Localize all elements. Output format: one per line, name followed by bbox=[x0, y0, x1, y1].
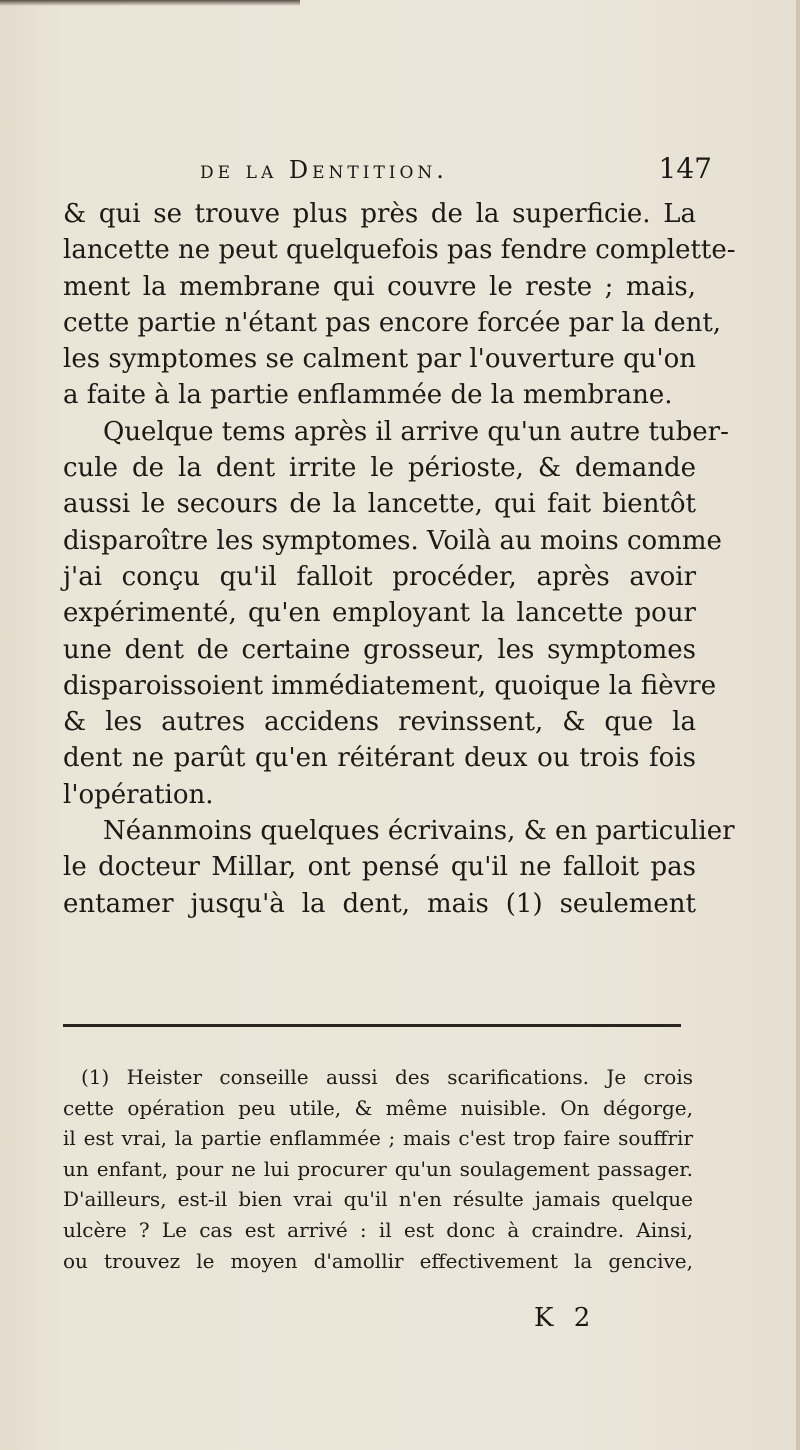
footnote-line: (1) Heister conseille aussi des scarifications. Je crois bbox=[81, 1065, 693, 1089]
text-line: aussi le secours de la lancette, qui fait bientôt bbox=[63, 489, 696, 520]
page-number: 147 bbox=[658, 152, 712, 185]
footnote-line: ou trouvez le moyen d'amollir effectivement la gencive, bbox=[63, 1248, 693, 1273]
text-line: Néanmoins quelques écrivains, & en particulier bbox=[103, 816, 735, 847]
footnote-line: il est vrai, la partie enflammée ; mais c'est trop faire souffrir bbox=[63, 1126, 693, 1151]
running-header bbox=[200, 152, 712, 192]
text-line: disparoissoient immédiatement, quoique la fièvre bbox=[63, 670, 717, 701]
page-edge-shadow bbox=[0, 0, 300, 6]
page-edge-right bbox=[796, 0, 800, 1450]
signature-mark: K 2 bbox=[534, 1303, 597, 1333]
text-line: le docteur Millar, ont pensé qu'il ne falloit pas bbox=[63, 852, 696, 883]
text-line: l'opération. bbox=[63, 779, 214, 810]
text-line: entamer jusqu'à la dent, mais (1) seulement bbox=[63, 888, 696, 919]
footnote-line: D'ailleurs, est-il bien vrai qu'il n'en résulte jamais quelque bbox=[63, 1187, 693, 1212]
running-title: de la Dentition. bbox=[200, 156, 448, 184]
text-line: Quelque tems après il arrive qu'un autre tuber- bbox=[103, 416, 729, 447]
footnote-line: ulcère ? Le cas est arrivé : il est donc à craindre. Ainsi, bbox=[63, 1217, 693, 1242]
footnote-divider bbox=[63, 1024, 681, 1027]
text-line: cule de la dent irrite le périoste, & demande bbox=[63, 453, 696, 484]
text-line: les symptomes se calment par l'ouverture qu'on bbox=[63, 344, 696, 375]
text-line: expérimenté, qu'en employant la lancette pour bbox=[63, 598, 696, 629]
text-line: cette partie n'étant pas encore forcée par la dent, bbox=[63, 307, 722, 338]
text-line: dent ne parût qu'en réitérant deux ou trois fois bbox=[63, 743, 696, 774]
footnote-line: cette opération peu utile, & même nuisible. On dégorge, bbox=[63, 1095, 693, 1120]
footnote bbox=[63, 1062, 693, 1276]
text-line: une dent de certaine grosseur, les symptomes bbox=[63, 634, 696, 665]
text-line: lancette ne peut quelquefois pas fendre complette- bbox=[63, 235, 736, 266]
text-line: a faite à la partie enflammée de la membrane. bbox=[63, 380, 673, 411]
main-text bbox=[63, 196, 736, 922]
text-line: disparoître les symptomes. Voilà au moins comme bbox=[63, 525, 722, 556]
text-line: j'ai conçu qu'il falloit procéder, après avoir bbox=[63, 561, 696, 592]
text-line: & les autres accidens revinssent, & que la bbox=[63, 707, 696, 738]
footnote-line: un enfant, pour ne lui procurer qu'un soulagement passager. bbox=[63, 1156, 693, 1181]
text-line: ment la membrane qui couvre le reste ; mais, bbox=[63, 271, 696, 302]
text-line: & qui se trouve plus près de la superficie. La bbox=[63, 199, 696, 229]
